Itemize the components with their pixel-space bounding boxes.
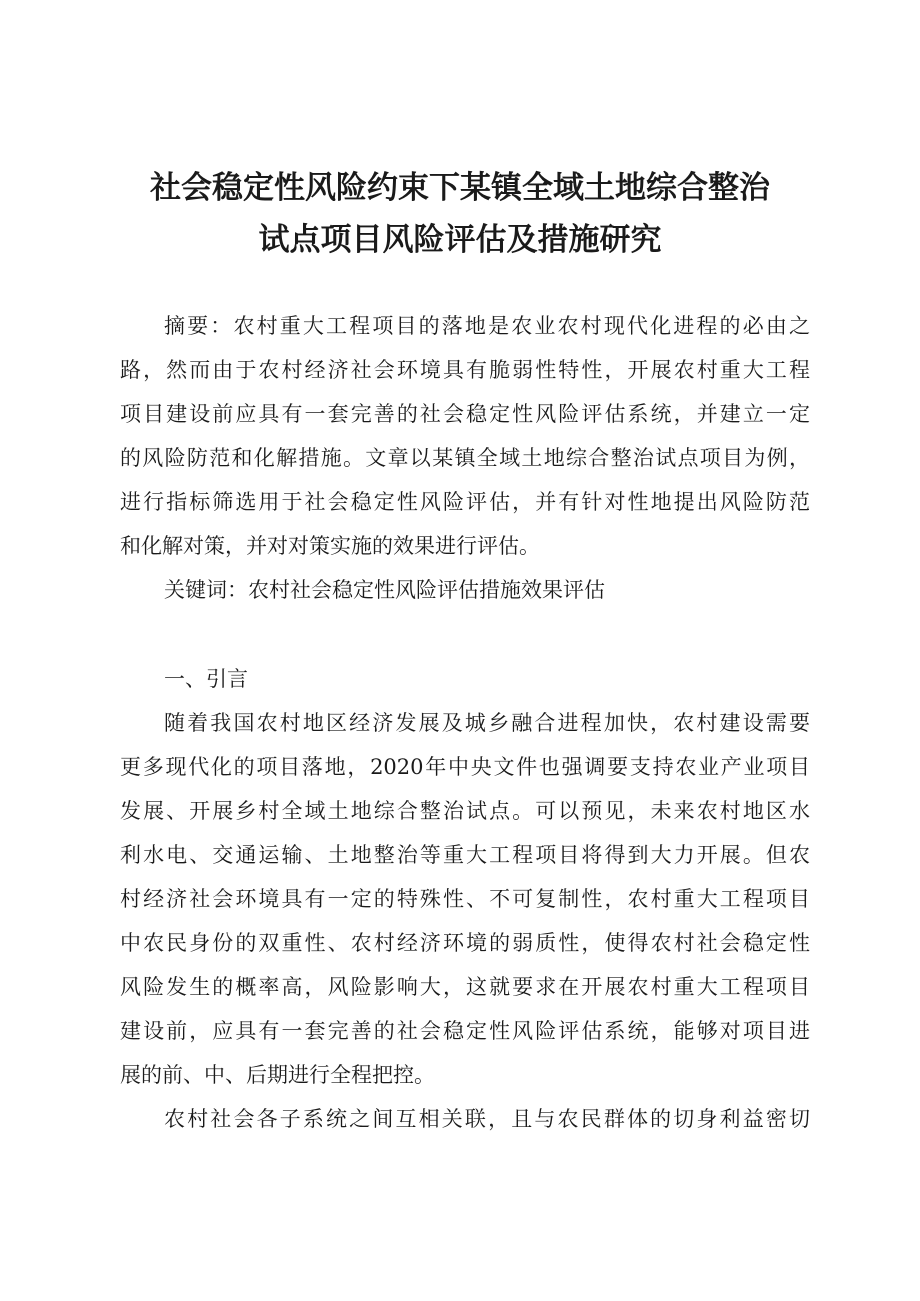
abstract-line: 进行指标筛选用于社会稳定性风险评估，并有针对性地提出风险防范 (120, 490, 810, 514)
keywords: 关键词：农村社会稳定性风险评估措施效果评估 (164, 578, 605, 602)
body-line: 发展、开展乡村全域土地综合整治试点。可以预见，未来农村地区水 (120, 799, 810, 823)
body-line: 风险发生的概率高，风险影响大，这就要求在开展农村重大工程项目 (120, 975, 810, 999)
abstract-line: 摘要：农村重大工程项目的落地是农业农村现代化进程的必由之 (164, 314, 810, 338)
body-line: 展的前、中、后期进行全程把控。 (120, 1063, 435, 1087)
paper-title-line-1: 社会稳定性风险约束下某镇全域土地综合整治 (150, 170, 770, 206)
body-line: 中农民身份的双重性、农村经济环境的弱质性，使得农村社会稳定性 (120, 931, 810, 955)
paper-title-line-2: 试点项目风险评估及措施研究 (258, 222, 662, 258)
body-line: 村经济社会环境具有一定的特殊性、不可复制性，农村重大工程项目 (120, 887, 810, 911)
section-heading: 一、引言 (164, 667, 248, 691)
abstract-line: 项目建设前应具有一套完善的社会稳定性风险评估系统，并建立一定 (120, 402, 810, 426)
abstract-line: 和化解对策，并对对策实施的效果进行评估。 (120, 534, 540, 558)
body-line: 随着我国农村地区经济发展及城乡融合进程加快，农村建设需要 (164, 711, 810, 735)
abstract-line: 路，然而由于农村经济社会环境具有脆弱性特性，开展农村重大工程 (120, 358, 810, 382)
abstract-line: 的风险防范和化解措施。文章以某镇全域土地综合整治试点项目为例， (120, 446, 810, 470)
body-line: 更多现代化的项目落地，2020年中央文件也强调要支持农业产业项目 (120, 755, 810, 779)
body-line: 农村社会各子系统之间互相关联，且与农民群体的切身利益密切 (164, 1107, 810, 1131)
body-line: 利水电、交通运输、土地整治等重大工程项目将得到大力开展。但农 (120, 843, 810, 867)
body-line: 建设前，应具有一套完善的社会稳定性风险评估系统，能够对项目进 (120, 1019, 810, 1043)
